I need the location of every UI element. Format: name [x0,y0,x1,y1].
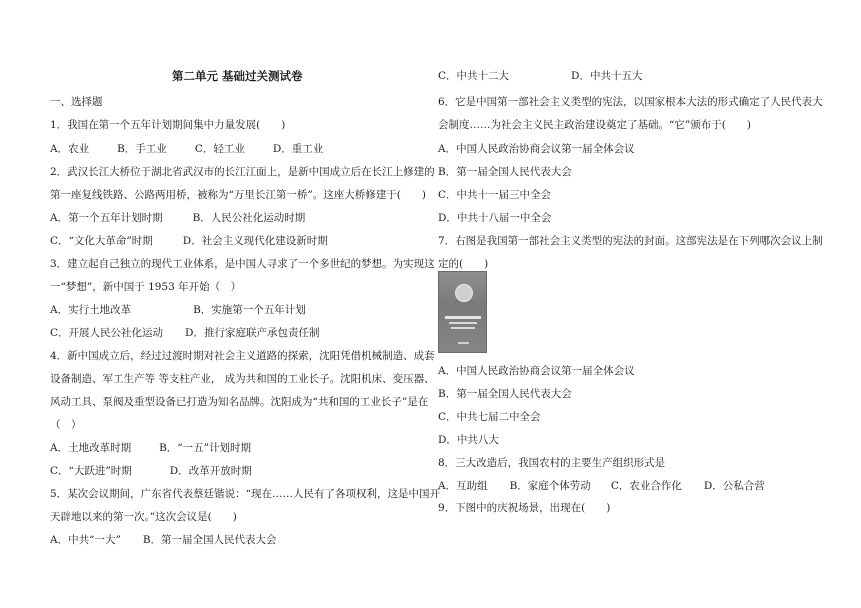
option-a: A．第一个五年计划时期 [50,212,163,224]
question-6-option-b: B．第一届全国人民代表大会 [438,166,572,178]
option-c: C．“大跃进”时期 [50,465,132,477]
question-2-options-ab [50,211,305,225]
option-b: B．“一五”计划时期 [159,442,252,454]
question-4-options-cd [50,464,252,478]
question-7-line-2: 定的( ) [438,258,489,270]
question-7-option-a: A．中国人民政治协商会议第一届全体会议 [438,365,635,377]
question-1-options [50,142,323,156]
question-2-options-cd [50,234,328,248]
question-1: 1．我国在第一个五年计划期间集中力量发展( ) [50,119,286,131]
option-b: B．人民公社化运动时期 [192,212,306,224]
question-7-option-c: C．中共七届二中全会 [438,411,541,423]
option-d: D．改革开放时期 [169,465,252,477]
question-7-option-d: D．中共八大 [438,434,499,446]
question-3-options-cd [50,326,319,340]
question-6-line-1: 6．它是中国第一部社会主义类型的宪法，以国家根本大法的形式确定了人民代表大 [438,96,823,108]
option-a: A．实行土地改革 [50,304,132,316]
question-6-option-d: D．中共十八届一中全会 [438,212,552,224]
option-a: A．农业 [50,143,90,155]
option-d: D．中共十五大 [571,70,643,82]
option-c: C．开展人民公社化运动 [50,327,164,339]
question-7-line-1: 7．右图是我国第一部社会主义类型的宪法的封面。这部宪法是在下列哪次会议上制 [438,235,823,247]
option-d: D．公私合营 [703,480,765,492]
question-4-line-1: 4．新中国成立后，经过过渡时期对社会主义道路的探索，沈阳凭借机械制造、成套 [50,350,435,362]
option-a: A．土地改革时期 [50,442,132,454]
question-6-option-c: C．中共十一届三中全会 [438,189,552,201]
option-b: B．手工业 [117,143,167,155]
option-d: D．推行家庭联产承包责任制 [185,327,320,339]
option-c: C．农业合作化 [610,480,682,492]
question-4-line-4: （ ） [50,419,82,431]
option-b: B．家庭个体劳动 [509,480,591,492]
question-5-options-ab [50,533,277,547]
option-b: B．实施第一个五年计划 [193,304,306,316]
question-4-options-ab [50,441,251,455]
question-8-options [438,479,765,493]
option-a: A．中共“一大” [50,534,121,546]
option-b: B．第一届全国人民代表大会 [142,534,277,546]
question-3-line-2: 一“梦想”，新中国于 1953 年开始（ ） [50,281,242,293]
option-a: A．互助组 [438,480,488,492]
national-emblem-icon [455,284,473,302]
question-5-options-cd [438,69,642,83]
constitution-cover-image [438,271,487,353]
question-5-line-2: 天辟地以来的第一次。”这次会议是( ) [50,511,237,523]
question-3-line-1: 3．建立起自己独立的现代工业体系，是中国人寻求了一个多世纪的梦想。为实现这 [50,258,435,270]
question-7-option-b: B．第一届全国人民代表大会 [438,388,572,400]
question-5-line-1: 5．某次会议期间，广东省代表蔡廷锴说：“现在……人民有了各项权利，这是中国开 [50,488,441,500]
question-9: 9．下图中的庆祝场景，出现在( ) [438,502,611,514]
question-2-line-1: 2．武汉长江大桥位于湖北省武汉市的长江江面上，是新中国成立后在长江上修建的 [50,166,435,178]
page-title: 第二单元 基础过关测试卷 [172,69,303,83]
question-6-line-2: 会制度……为社会主义民主政治建设奠定了基础。“它”颁布于( ) [438,119,751,131]
option-d: D．社会主义现代化建设新时期 [182,235,328,247]
question-8: 8．三大改造后，我国农村的主要生产组织形式是 [438,457,666,469]
option-c: C．“文化大革命”时期 [50,235,153,247]
section-heading: 一、选择题 [50,96,103,108]
question-6-option-a: A．中国人民政治协商会议第一届全体会议 [438,143,635,155]
option-c: C．中共十二大 [438,70,510,82]
question-4-line-2: 设备制造、军工生产等 等支柱产业， 成为共和国的工业长子。沈阳机床、变压器、 [50,373,435,385]
question-3-options-ab [50,303,306,317]
question-4-line-3: 风动工具、泵阀及重型设备已打造为知名品牌。沈阳成为“共和国的工业长子”是在 [50,396,429,408]
option-c: C．轻工业 [194,143,245,155]
option-d: D．重工业 [272,143,324,155]
question-2-line-2: 第一座复线铁路、公路两用桥，被称为“万里长江第一桥”。这座大桥修建于( ) [50,189,426,201]
